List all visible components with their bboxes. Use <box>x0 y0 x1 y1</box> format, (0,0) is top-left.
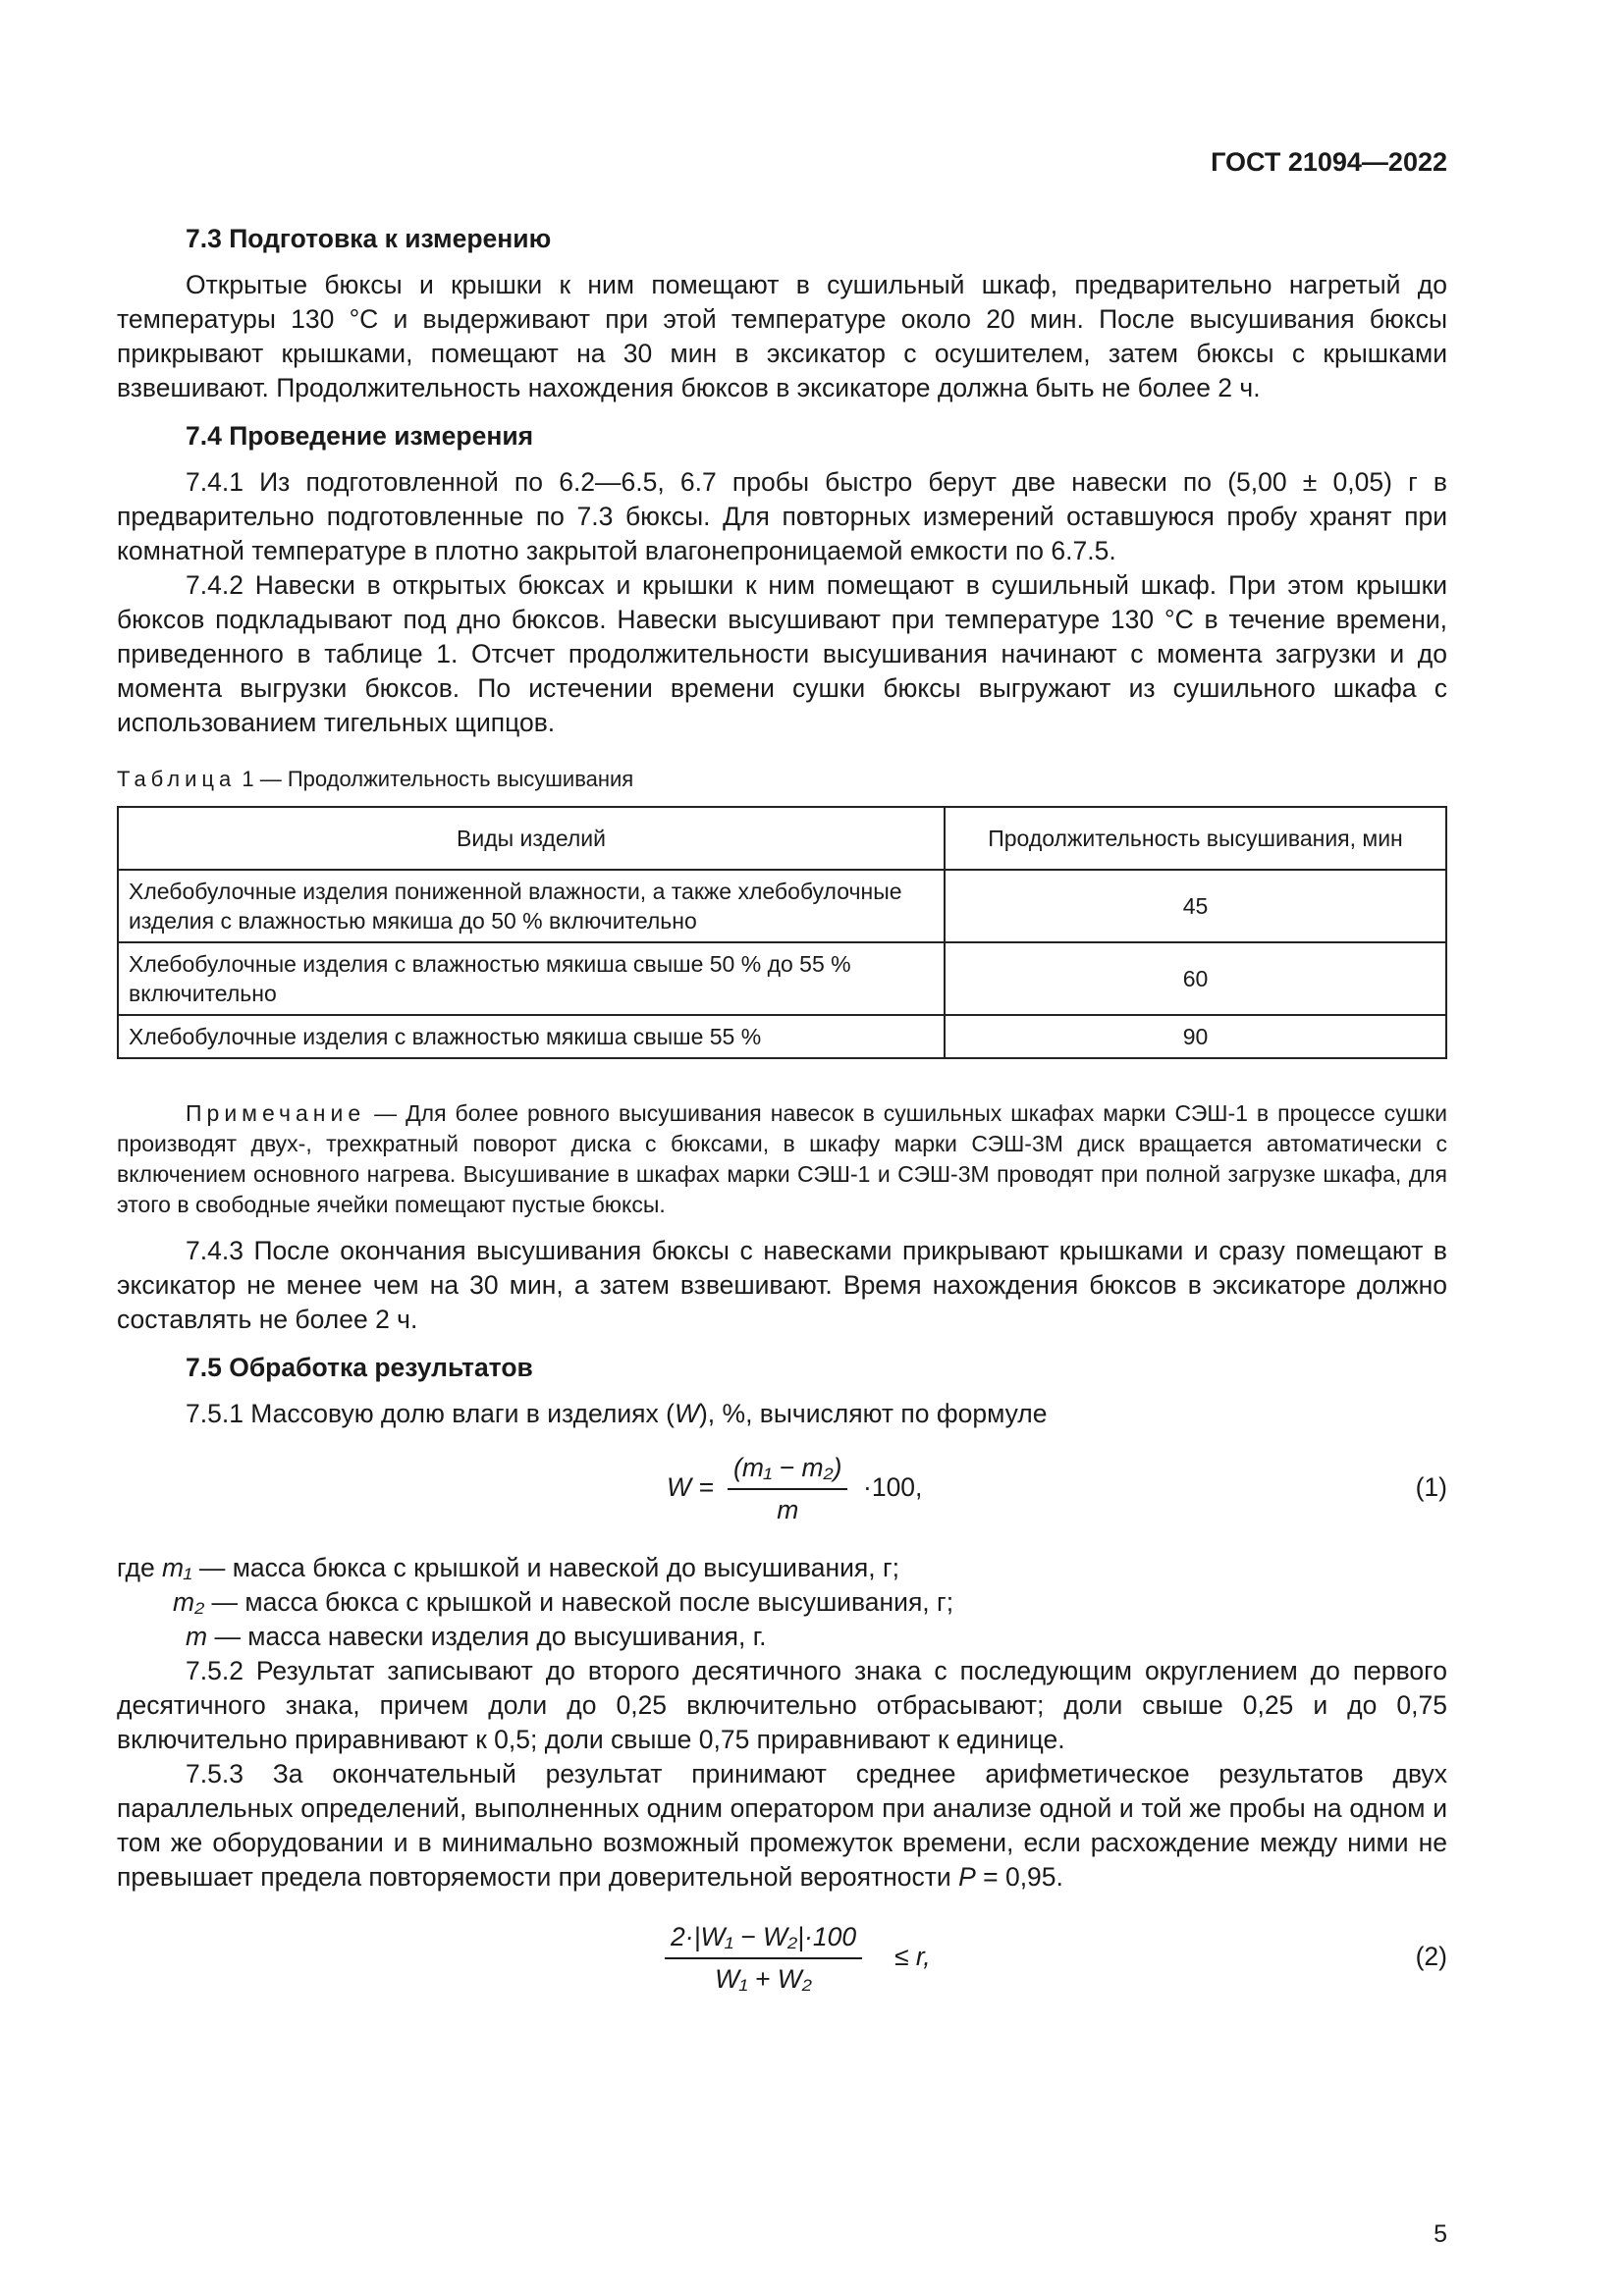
header-drying-time: Продолжительность высушивания, мин <box>945 807 1446 870</box>
def-prefix: где <box>117 1553 163 1582</box>
formula-1-numerator: (m₁ − m₂) <box>728 1451 847 1490</box>
section-7-5-title: 7.5 Обработка результатов <box>186 1353 533 1382</box>
header-product-type: Виды изделий <box>118 807 945 870</box>
variable-definition <box>117 1585 1447 1620</box>
time-cell: 45 <box>945 870 1446 942</box>
paragraph-7-5-1 <box>117 1397 1447 1431</box>
table-note <box>117 1098 1447 1220</box>
p751-var: W <box>674 1399 699 1428</box>
def-symbol: m₁ <box>162 1553 192 1582</box>
formula-1-tail: ·100, <box>863 1472 923 1502</box>
product-cell: Хлебобулочные изделия с влажностью мякиша свыше 55 % <box>118 1015 945 1058</box>
page-content <box>117 222 1447 2020</box>
def-symbol: m <box>186 1622 208 1651</box>
table-caption-text: 1 — Продолжительность высушивания <box>242 767 634 791</box>
p751-text-b: ), %, вычисляют по формуле <box>698 1399 1048 1428</box>
document-id: ГОСТ 21094—2022 <box>1211 147 1447 177</box>
formula-1-denominator: m <box>777 1495 799 1524</box>
section-7-4-title: 7.4 Проведение измерения <box>186 421 534 451</box>
formula-2 <box>117 1918 1447 1997</box>
note-text: — Для более ровного высушивания навесок в сушильных шкафах марки СЭШ-1 в процессе сушки производят двух-, трехкратный поворот диска с бюксами, в шкафу марки СЭШ-3М диск вращается автоматически с включением основного нагрева. Высушивание в шкафах марки СЭШ-1 и СЭШ-3М проводят при полной загрузке шкафа, для этого в свободные ячейки помещают пустые бюксы. <box>117 1100 1447 1217</box>
paragraph-7-5-3 <box>117 1757 1447 1895</box>
def-symbol: m₂ <box>173 1587 205 1617</box>
p751-text-a: 7.5.1 Массовую долю влаги в изделиях ( <box>186 1399 675 1428</box>
product-cell: Хлебобулочные изделия с влажностью мякиша свыше 50 % до 55 % включительно <box>118 942 945 1015</box>
p753-var: P <box>958 1862 976 1892</box>
p753-text-b: = 0,95. <box>975 1862 1063 1892</box>
table-row <box>118 870 1446 942</box>
table-caption <box>117 762 1447 796</box>
formula-1-lhs: W = <box>667 1472 714 1502</box>
formula-1-fraction <box>728 1451 847 1527</box>
formula-1 <box>117 1449 1447 1527</box>
formula-2-numerator: 2·|W₁ − W₂|·100 <box>665 1920 862 1959</box>
product-cell: Хлебобулочные изделия пониженной влажности, а также хлебобулочные изделия с влажностью мякиша до 50 % включительно <box>118 870 945 942</box>
def-text: — масса навески изделия до высушивания, г. <box>207 1622 767 1651</box>
paragraph-7-4-2: 7.4.2 Навески в открытых бюксах и крышки к ним помещают в сушильный шкаф. При этом крышки бюксов подкладывают под дно бюксов. Навески высушивают при температуре 130 °С в течение времени, приведенного в таблице 1. Отсчет продолжительности высушивания начинают с момента загрузки и до момента выгрузки бюксов. По истечении времени сушки бюксы выгружают из сушильного шкафа с использованием тигельных щипцов. <box>117 570 1447 737</box>
table-header-row <box>118 807 1446 870</box>
time-cell: 60 <box>945 942 1446 1015</box>
def-text: — масса бюкса с крышкой и навеской после высушивания, г; <box>204 1587 954 1617</box>
section-7-3-paragraph: Открытые бюксы и крышки к ним помещают в сушильный шкаф, предварительно нагретый до температуры 130 °С и выдерживают при этой температуре около 20 мин. После высушивания бюксы прикрывают крышками, помещают на 30 мин в эксикатор с осушителем, затем бюксы с крышками взвешивают. Продолжительность нахождения бюксов в эксикаторе должна быть не более 2 ч. <box>117 270 1447 402</box>
table-row <box>118 1015 1446 1058</box>
note-label: Примечание <box>186 1100 366 1126</box>
drying-time-table <box>117 806 1447 1059</box>
time-cell: 90 <box>945 1015 1446 1058</box>
paragraph-7-4-3: 7.4.3 После окончания высушивания бюксы с навесками прикрывают крышками и сразу помещают в эксикатор не менее чем на 30 мин, а затем взвешивают. Время нахождения бюксов в эксикаторе должно составлять не более 2 ч. <box>117 1236 1447 1334</box>
formula-2-denominator: W₁ + W₂ <box>715 1964 812 1994</box>
paragraph-7-5-2: 7.5.2 Результат записывают до второго десятичного знака с последующим округлением до первого десятичного знака, причем доли до 0,25 включительно отбрасывают; доли свыше 0,25 и до 0,75 включительно приравнивают к 0,5; доли свыше 0,75 приравнивают к единице. <box>117 1656 1447 1754</box>
table-row <box>118 942 1446 1015</box>
formula-2-fraction <box>665 1920 862 1997</box>
p753-text-a: 7.5.3 За окончательный результат принимают среднее арифметическое результатов двух параллельных определений, выполненных одним оператором при анализе одной и той же пробы на одном и том же оборудовании и в минимально возможный промежуток времени, если расхождение между ними не превышает предела повторяемости при доверительной вероятности <box>117 1759 1447 1892</box>
formula-1-number: (1) <box>1415 1472 1447 1502</box>
def-text: — масса бюкса с крышкой и навеской до высушивания, г; <box>191 1553 900 1582</box>
variable-definition <box>117 1551 1447 1585</box>
page-number: 5 <box>1434 2220 1447 2248</box>
formula-2-number: (2) <box>1415 1942 1447 1971</box>
formula-2-tail: ≤ r, <box>894 1942 931 1971</box>
paragraph-7-4-1: 7.4.1 Из подготовленной по 6.2—6.5, 6.7 пробы быстро берут две навески по (5,00 ± 0,05) г в предварительно подготовленные по 7.3 бюксы. Для повторных измерений оставшуюся пробу хранят при комнатной температуре в плотно закрытой влагонепроницаемой емкости по 6.7.5. <box>117 467 1447 565</box>
section-7-3-title: 7.3 Подготовка к измерению <box>186 224 552 253</box>
variable-definition <box>117 1620 1447 1654</box>
table-caption-word: Таблица <box>117 767 237 791</box>
